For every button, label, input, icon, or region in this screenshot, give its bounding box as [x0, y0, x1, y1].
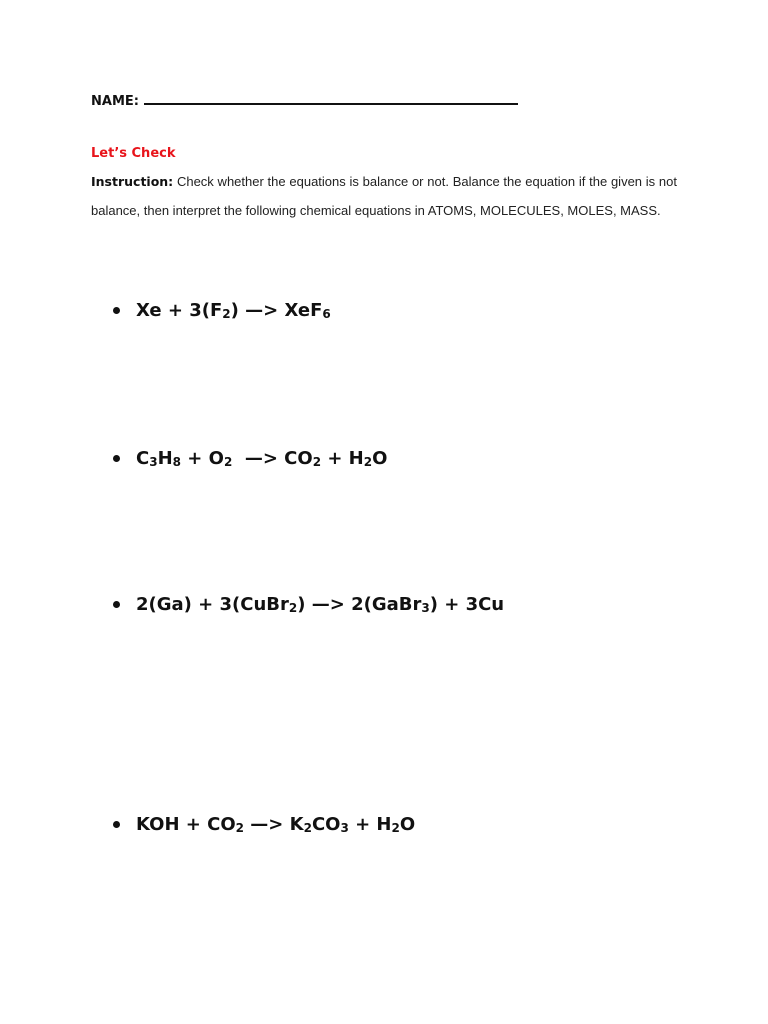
subscript: 6 — [322, 307, 331, 321]
equation-text — [136, 300, 331, 321]
bullet-icon — [113, 307, 120, 314]
subscript: 2 — [363, 455, 373, 469]
equation-part: 2(Ga) + 3(CuBr — [136, 594, 289, 615]
instruction-text: Check whether the equations is balance or not. Balance the equation if the given is not balance, then interpret the following chemical equations in ATOMS, MOLECULES, MOLES, MASS. — [91, 174, 677, 218]
equation-item — [113, 594, 504, 615]
equation-part: O — [399, 814, 416, 835]
equation-text — [136, 814, 415, 835]
subscript: 3 — [340, 821, 349, 835]
name-field — [91, 94, 518, 109]
subscript: 3 — [421, 601, 430, 615]
equation-part: O — [372, 448, 388, 469]
name-label: NAME: — [91, 94, 139, 109]
equation-part: + H — [321, 448, 364, 469]
equation-part: ) + 3Cu — [429, 594, 505, 615]
equation-part: C — [136, 448, 150, 469]
equation-item — [113, 814, 415, 835]
equation-part: ) —> 2(GaBr — [297, 594, 422, 615]
equation-text — [136, 448, 387, 469]
section-title: Let’s Check — [91, 146, 176, 161]
bullet-icon — [113, 455, 120, 462]
instruction-label: Instruction: — [91, 174, 174, 189]
equation-part: ) —> XeF — [230, 300, 323, 321]
instruction-paragraph — [91, 168, 677, 225]
equation-part: —> K — [244, 814, 304, 835]
subscript: 3 — [149, 455, 158, 469]
equation-part: KOH + CO — [136, 814, 236, 835]
equation-part: CO — [311, 814, 341, 835]
subscript: 2 — [391, 821, 400, 835]
subscript: 2 — [223, 455, 233, 469]
subscript: 2 — [222, 307, 231, 321]
equation-part: + O — [181, 448, 224, 469]
subscript: 2 — [235, 821, 244, 835]
subscript: 8 — [172, 455, 182, 469]
bullet-icon — [113, 601, 120, 608]
equation-item — [113, 448, 387, 469]
subscript: 2 — [288, 601, 298, 615]
equation-part: H — [157, 448, 173, 469]
equation-part: —> CO — [232, 448, 313, 469]
equation-item — [113, 300, 331, 321]
bullet-icon — [113, 821, 120, 828]
equation-part: Xe + 3(F — [136, 300, 223, 321]
equation-part: + H — [348, 814, 392, 835]
equation-text — [136, 594, 504, 615]
subscript: 2 — [303, 821, 312, 835]
name-blank-line — [144, 94, 518, 105]
subscript: 2 — [312, 455, 322, 469]
